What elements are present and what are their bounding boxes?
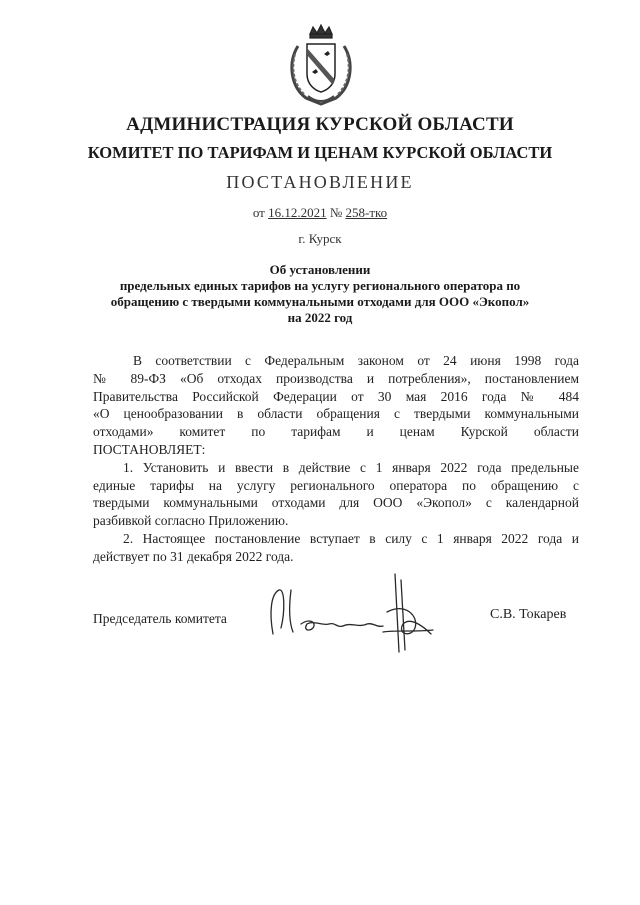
date-prefix: от xyxy=(252,205,265,220)
preamble-line: ПОСТАНОВЛЯЕТ: xyxy=(93,441,206,457)
signatory-name: С.В. Токарев xyxy=(490,607,567,622)
date-number-line xyxy=(0,205,640,221)
title-line: предельных единых тарифов на услугу регионального оператора по xyxy=(119,278,521,293)
item2-line: действует по 31 декабря 2022 года. xyxy=(93,548,294,564)
preamble-line: № 89-ФЗ «Об отходах производства и потребления», постановлением xyxy=(93,370,579,386)
document-date: 16.12.2021 xyxy=(268,205,327,220)
authority-heading: АДМИНИСТРАЦИЯ КУРСКОЙ ОБЛАСТИ xyxy=(126,114,514,135)
item1-line: 1. Установить и ввести в действие с 1 января 2022 года предельные xyxy=(123,459,579,475)
item1-line: разбивкой согласно Приложению. xyxy=(93,513,289,529)
number-prefix: № xyxy=(329,205,343,220)
title-line: Об установлении xyxy=(269,262,371,277)
handwritten-signature xyxy=(255,572,445,662)
preamble-line: В соответствии с Федеральным законом от 24 июня 1998 года xyxy=(133,353,579,368)
item1-line: единые тарифы на услугу регионального оператора по обращению с xyxy=(93,477,579,493)
coat-of-arms-icon xyxy=(286,24,356,106)
preamble-line: «О ценообразовании в области обращения с твердыми коммунальными xyxy=(93,406,579,422)
title-line: обращению с твердыми коммунальными отходами для ООО «Экопол» xyxy=(110,294,530,309)
preamble-line: Правительства Российской Федерации от 30 мая 2016 года № 484 xyxy=(93,388,579,404)
document-body xyxy=(93,352,579,566)
document-title xyxy=(0,262,640,326)
item1-line: твердыми коммунальными отходами для ООО «Экопол» с календарной xyxy=(93,495,579,511)
committee-heading: КОМИТЕТ ПО ТАРИФАМ И ЦЕНАМ КУРСКОЙ ОБЛАСТИ xyxy=(87,143,553,162)
title-line: на 2022 год xyxy=(287,310,353,325)
preamble-line: отходами» комитет по тарифам и ценам Курской области xyxy=(93,424,579,440)
city: г. Курск xyxy=(298,231,342,246)
document-type: ПОСТАНОВЛЕНИЕ xyxy=(226,172,414,192)
document-number: 258-тко xyxy=(345,205,388,220)
signatory-position: Председатель комитета xyxy=(93,611,227,626)
item2-line: 2. Настоящее постановление вступает в силу с 1 января 2022 года и xyxy=(123,530,579,546)
